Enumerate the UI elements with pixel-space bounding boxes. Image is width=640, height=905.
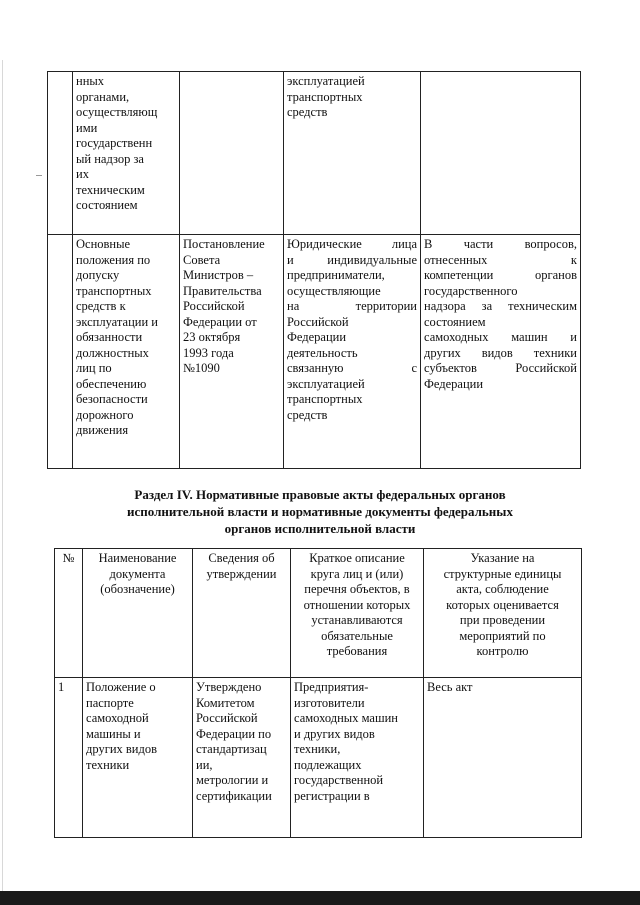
cell-text-line: средств к <box>76 299 126 313</box>
cell-text-line: лиц по <box>76 361 112 375</box>
cell-text-line: других видов техники <box>424 345 577 360</box>
cell-text-line: состоянием <box>76 198 138 212</box>
cell-text-line: транспортных <box>287 392 363 406</box>
cell-text-line: Федерации <box>424 376 484 391</box>
cell-text-line: машины и <box>86 726 141 741</box>
cell-col-b <box>73 235 180 469</box>
table-row <box>55 678 582 838</box>
cell-text-line: 1993 года <box>183 345 234 360</box>
cell-col-c <box>180 235 284 469</box>
table-header-row <box>55 549 582 678</box>
cell-text-line: Указание на <box>470 551 535 565</box>
cell-approval <box>193 678 291 838</box>
cell-text-line: Утверждено <box>196 680 262 694</box>
cell-col-a <box>48 235 73 469</box>
cell-text-line: акта, соблюдение <box>456 582 549 596</box>
cell-text-line: контролю <box>476 644 529 658</box>
cell-text-line: положения по <box>76 252 151 267</box>
cell-text-line: стандартизац <box>196 742 267 756</box>
cell-text-line: субъектов Российской <box>424 361 577 375</box>
cell-text-line: Совета <box>183 252 221 267</box>
cell-text-line: состоянием <box>424 314 486 329</box>
cell-col-d <box>284 72 421 235</box>
cell-units <box>424 678 582 838</box>
cell-text-line: средств <box>287 407 328 422</box>
cell-text-line: требования <box>326 644 388 658</box>
cell-text-line: предприниматели, <box>287 268 385 282</box>
cell-description <box>291 678 424 838</box>
cell-text-line: ый надзор за <box>76 151 144 166</box>
cell-text-line: и других видов <box>294 726 375 741</box>
cell-text-line: метрологии и <box>196 773 269 787</box>
header-approval <box>193 549 291 678</box>
header-name <box>83 549 193 678</box>
header-description <box>291 549 424 678</box>
cell-text-line: № <box>62 551 75 565</box>
cell-text-line: перечня объектов, в <box>304 582 410 596</box>
cell-text-line: нных <box>76 74 105 88</box>
cell-text-line: деятельность <box>287 345 358 360</box>
cell-text-line: 23 октября <box>183 330 241 344</box>
cell-text-line: Постановление <box>183 237 265 251</box>
cell-text-line: обязательные <box>321 628 393 643</box>
cell-text-line: транспортных <box>287 89 363 104</box>
cell-col-a <box>48 72 73 235</box>
scan-margin-line <box>2 60 3 905</box>
cell-num <box>55 678 83 838</box>
cell-text-line: транспортных <box>76 283 152 298</box>
cell-text-line: (обозначение) <box>100 582 175 596</box>
cell-text-line: эксплуатацией <box>287 74 365 88</box>
cell-text-line: Краткое описание <box>309 551 405 565</box>
cell-text-line: Федерации от <box>183 314 257 329</box>
cell-text-line: 1 <box>58 680 65 694</box>
cell-text-line: государственн <box>76 136 153 150</box>
cell-text-line: надзора за техническим <box>424 299 577 313</box>
continued-table <box>47 71 581 469</box>
cell-text-line: техники, <box>294 742 341 756</box>
cell-text-line: при проведении <box>459 613 546 627</box>
cell-col-e <box>421 72 581 235</box>
cell-text-line: других видов <box>86 742 157 756</box>
cell-col-e <box>421 235 581 469</box>
cell-text-line: отношении которых <box>303 597 411 612</box>
cell-text-line: осуществляющ <box>76 105 158 119</box>
cell-text-line: ими <box>76 120 98 135</box>
cell-text-line: круга лиц и (или) <box>310 566 404 581</box>
cell-text-line: Основные <box>76 237 131 251</box>
cell-text-line: органами, <box>76 89 130 104</box>
cell-text-line: Правительства <box>183 283 262 298</box>
cell-text-line: Предприятия- <box>294 680 369 694</box>
section-heading-line: исполнительной власти и нормативные документы федеральных <box>127 504 513 519</box>
cell-text-line: самоходных машин и <box>424 330 577 344</box>
cell-text-line: №1090 <box>183 361 220 375</box>
cell-text-line: отнесенных к <box>424 252 577 267</box>
cell-text-line: Российской <box>183 299 245 313</box>
cell-text-line: подлежащих <box>294 757 362 772</box>
cell-text-line: допуску <box>76 268 120 282</box>
cell-col-d <box>284 235 421 469</box>
cell-text-line: Положение о <box>86 680 156 694</box>
cell-text-line: эксплуатацией <box>287 376 365 391</box>
cell-text-line: Юридические лица <box>287 237 417 251</box>
cell-text-line: сертификации <box>196 788 272 803</box>
cell-name <box>83 678 193 838</box>
cell-text-line: безопасности <box>76 392 148 406</box>
scan-margin-mark <box>36 175 42 176</box>
cell-text-line: дорожного <box>76 407 134 422</box>
cell-text-line: государственного <box>424 283 518 298</box>
section-heading-line: Раздел IV. Нормативные правовые акты федеральных органов <box>134 487 506 502</box>
cell-text-line: Весь акт <box>427 680 473 694</box>
cell-text-line: Министров – <box>183 268 254 282</box>
section4-table <box>54 548 582 838</box>
header-num <box>55 549 83 678</box>
cell-text-line: Комитетом <box>196 695 255 710</box>
cell-text-line: которых оценивается <box>446 597 559 612</box>
cell-text-line: утверждении <box>206 566 277 581</box>
cell-text-line: самоходных машин <box>294 711 398 725</box>
cell-text-line: Федерации <box>287 330 347 344</box>
scan-bottom-edge <box>0 891 640 905</box>
cell-text-line: их <box>76 167 89 181</box>
cell-text-line: изготовители <box>294 695 365 710</box>
cell-text-line: В части вопросов, <box>424 237 577 251</box>
cell-text-line: и индивидуальные <box>287 252 417 267</box>
cell-text-line: осуществляющие <box>287 283 381 298</box>
cell-text-line: движения <box>76 423 129 437</box>
cell-text-line: документа <box>109 566 166 581</box>
cell-text-line: самоходной <box>86 711 149 725</box>
cell-text-line: устанавливаются <box>311 613 403 627</box>
cell-text-line: обязанности <box>76 330 143 344</box>
cell-text-line: эксплуатации и <box>76 314 158 329</box>
cell-text-line: обеспечению <box>76 376 147 391</box>
cell-text-line: Российской <box>196 711 258 725</box>
cell-text-line: мероприятий по <box>459 628 546 643</box>
table-row <box>48 235 581 469</box>
cell-text-line: средств <box>287 105 328 119</box>
cell-text-line: Российской <box>287 314 349 329</box>
cell-text-line: техники <box>86 757 130 772</box>
cell-text-line: должностных <box>76 345 149 360</box>
cell-text-line: паспорте <box>86 695 134 710</box>
cell-text-line: на территории <box>287 299 417 313</box>
cell-text-line: техническим <box>76 182 145 197</box>
cell-text-line: компетенции органов <box>424 268 577 282</box>
cell-text-line: государственной <box>294 773 384 787</box>
cell-text-line: связанную с <box>287 361 417 375</box>
table-row <box>48 72 581 235</box>
header-units <box>424 549 582 678</box>
section-heading-line: органов исполнительной власти <box>224 521 416 536</box>
cell-col-c <box>180 72 284 235</box>
cell-text-line: Наименование <box>98 551 177 565</box>
cell-col-b <box>73 72 180 235</box>
section-heading <box>60 486 580 537</box>
cell-text-line: структурные единицы <box>443 566 562 581</box>
cell-text-line: регистрации в <box>294 788 370 803</box>
cell-text-line: ии, <box>196 757 213 772</box>
cell-text-line: Федерации по <box>196 726 272 741</box>
cell-text-line: Сведения об <box>208 551 275 565</box>
